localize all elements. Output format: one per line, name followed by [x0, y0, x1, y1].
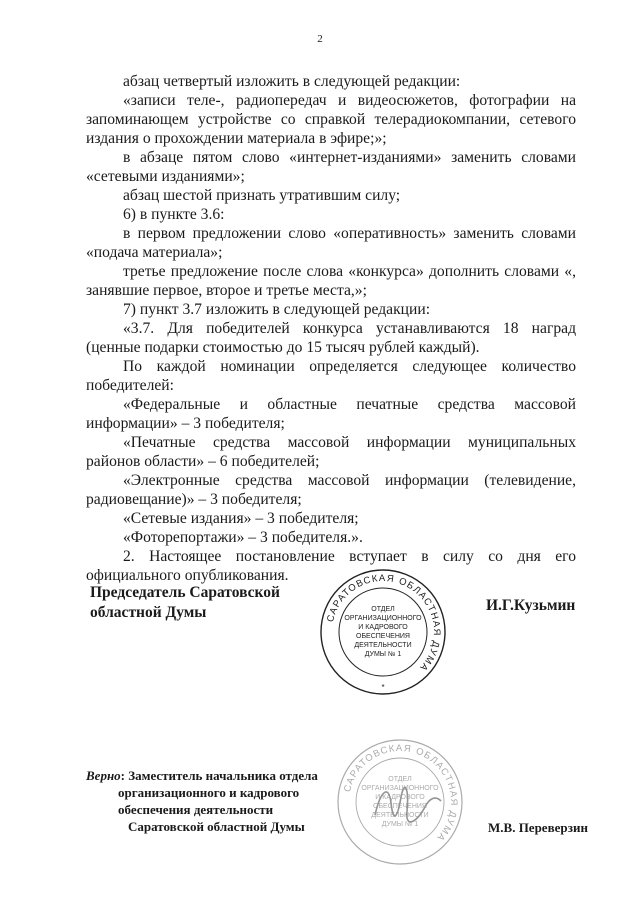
stamp-ring-text: САРАТОВСКАЯ ОБЛАСТНАЯ ДУМА: [325, 572, 443, 674]
stamp-line: ОТДЕЛ: [371, 606, 395, 613]
faded-stamp-line: ОБЕСПЕЧЕНИЯ: [373, 803, 427, 810]
page-number: 2: [317, 33, 323, 45]
official-stamp: [318, 567, 448, 697]
certification-block: [86, 767, 318, 835]
document-body: [86, 72, 576, 585]
stamp-line: ОРГАНИЗАЦИОННОГО: [344, 615, 422, 622]
certifier-name: М.В. Переверзин: [488, 820, 588, 835]
paragraph: 7) пункт 3.7 изложить в следующей редакции:: [123, 301, 431, 318]
signatory-title-line: Председатель Саратовской: [90, 584, 280, 601]
signatory-name: И.Г.Кузьмин: [486, 597, 576, 614]
paragraph: 6) в пункте 3.6:: [123, 206, 225, 223]
paragraph: «Сетевые издания» – 3 победителя;: [123, 510, 359, 527]
signatory-title-line: областной Думы: [90, 604, 207, 621]
paragraph: 2. Настоящее постановление вступает в силу со дня его официального опубликования.: [86, 548, 576, 584]
paragraph: «Фоторепортажи» – 3 победителя.».: [123, 529, 363, 546]
paragraph: абзац шестой признать утратившим силу;: [123, 187, 401, 204]
stamp-star: *: [381, 683, 385, 692]
faded-stamp-line: ДЕЯТЕЛЬНОСТИ: [371, 812, 429, 819]
paragraph: третье предложение после слова «конкурса» дополнить словами «, занявшие первое, второе и третье места,»;: [86, 263, 576, 299]
faded-stamp-line: ОТДЕЛ: [388, 776, 412, 783]
certification-line: организационного и кадрового: [118, 785, 300, 800]
paragraph: «Печатные средства массовой информации муниципальных районов области» – 6 победителей;: [86, 434, 576, 470]
paragraph: «Федеральные и областные печатные средства массовой информации» – 3 победителя;: [86, 396, 576, 432]
stamp-line: ДЕЯТЕЛЬНОСТИ: [354, 642, 412, 649]
faded-stamp-line: И КАДРОВОГО: [375, 794, 425, 801]
paragraph: в первом предложении слово «оперативность» заменить словами «подача материала»;: [86, 225, 576, 261]
stamp-line: И КАДРОВОГО: [358, 624, 408, 631]
stamp-line: ДУМЫ № 1: [364, 651, 402, 658]
paragraph: абзац четвертый изложить в следующей редакции:: [123, 73, 461, 90]
faded-stamp-ring-text: САРАТОВСКАЯ ОБЛАСТНАЯ ДУМА: [342, 742, 460, 844]
paragraph: «Электронные средства массовой информации (телевидение, радиовещание)» – 3 победителя;: [86, 472, 576, 508]
paragraph: в абзаце пятом слово «интернет-изданиями» заменить словами «сетевыми изданиями»;: [86, 149, 576, 185]
faded-stamp-line: ОРГАНИЗАЦИОННОГО: [361, 785, 439, 792]
signatory-title: [90, 583, 280, 623]
faded-stamp-line: ДУМЫ № 1: [381, 821, 419, 828]
paragraph: «3.7. Для победителей конкурса устанавливаются 18 наград (ценные подарки стоимостью до 15 тысяч рублей каждый).: [86, 320, 576, 356]
certification-label: Верно: [86, 768, 121, 783]
certification-line: : Заместитель начальника отдела: [120, 768, 318, 783]
certification-line: Саратовской областной Думы: [128, 819, 305, 834]
stamp-line: ОБЕСПЕЧЕНИЯ: [356, 633, 410, 640]
paragraph: «записи теле-, радиопередач и видеосюжетов, фотографии на запоминающем устройстве со справкой телерадиокомпании, сетевого издания о прохождении материала в эфире;»;: [86, 92, 576, 147]
paragraph: По каждой номинации определяется следующее количество победителей:: [86, 358, 576, 394]
certification-line: обеспечения деятельности: [118, 802, 274, 817]
faded-stamp: [335, 737, 465, 867]
